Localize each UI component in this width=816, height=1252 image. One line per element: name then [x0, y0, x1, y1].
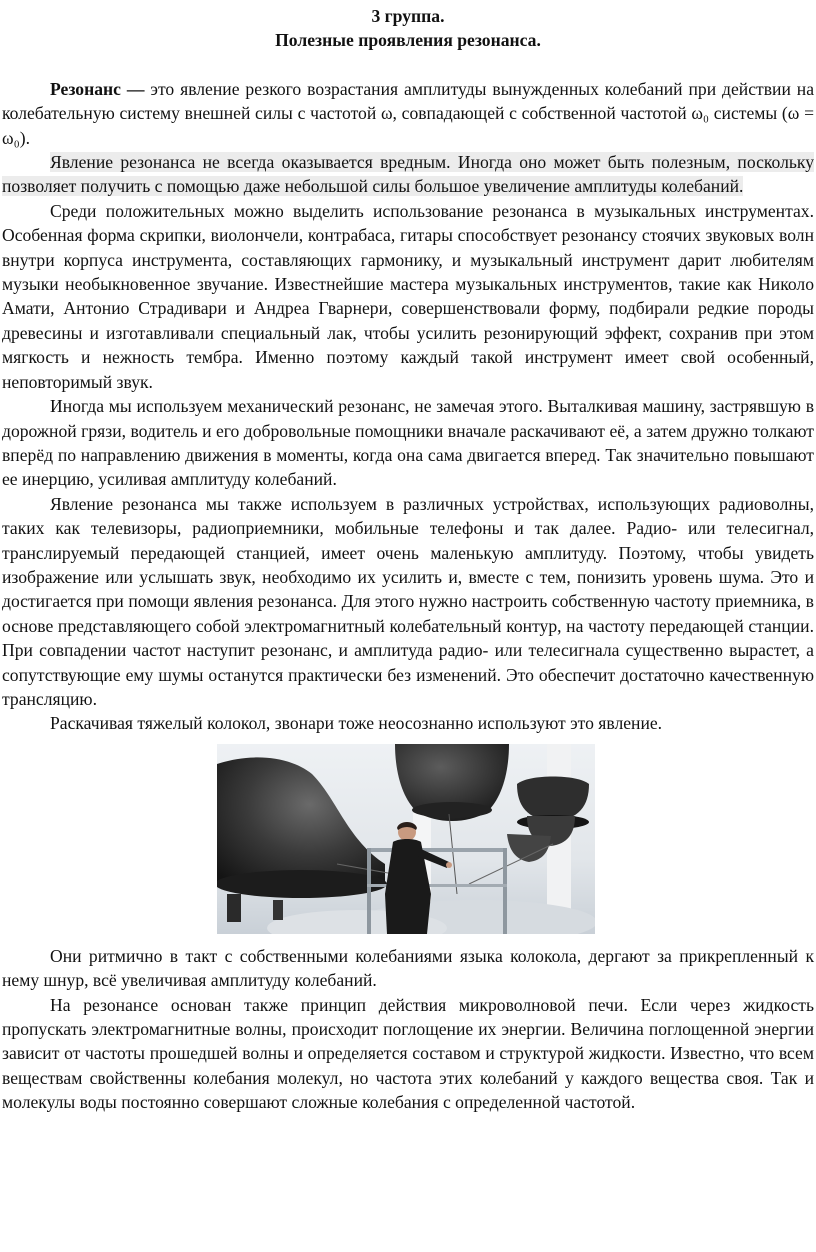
- definition-text: это явление резкого возрастания амплитуды вынужденных колебаний при действии на колебательную систему внешней силы с частотой ω, совпадающей с собственной частотой ω₀ системы (ω = ω₀).: [2, 78, 814, 148]
- highlighted-text: Явление резонанса не всегда оказывается вредным. Иногда оно может быть полезным, поскольку позволяет получить с помощью даже небольшой силы большое увеличение амплитуды колебаний.: [2, 152, 814, 197]
- bell-ringer-photo: [217, 744, 595, 934]
- spacer: [2, 53, 814, 77]
- paragraph-bells: Раскачивая тяжелый колокол, звонари тоже неосознанно используют это явление.: [50, 713, 663, 734]
- paragraph-musical-instruments: Среди положительных можно выделить использование резонанса в музыкальных инструментах. Особенная форма скрипки, виолончели, контрабаса, гитары способствует резонансу стоячих звуковых волн внутри корпуса инструмента, составляющих гармонику, и музыкальный инструмент дарит любителям музыки необыкновенное звучание. Известнейшие мастера музыкальных инструментов, такие как Николо Амати, Антонио Страдивари и Андреа Гварнери, совершенствовали форму, подбирали редкие породы древесины и изготавливали специальный лак, чтобы усилить резонирующий эффект, сохранив при этом мягкость и нежность тембра. Именно поэтому каждый такой инструмент имеет свой особенный, неповторимый звук.: [2, 200, 814, 392]
- page-title: Полезные проявления резонанса.: [275, 30, 541, 51]
- bell-tower-illustration: [217, 744, 595, 934]
- group-heading: 3 группа.: [371, 6, 445, 26]
- paragraph-definition: [2, 77, 814, 150]
- term-resonance: Резонанс —: [50, 78, 145, 99]
- paragraph-microwave: На резонансе основан также принцип действия микроволновой печи. Если через жидкость пропускать электромагнитные волны, происходит поглощение их энергии. Величина поглощенной энергии зависит от частоты прошедшей волны и определяется составом и структурой жидкости. Известно, что всем веществам свойственны колебания молекул, но частота этих колебаний у каждого вещества своя. Так и молекулы воды постоянно совершают сложные колебания с определенной частотой.: [2, 994, 814, 1113]
- paragraph-radio: Явление резонанса мы также используем в различных устройствах, использующих радиоволны, таких как телевизоры, радиоприемники, мобильные телефоны и так далее. Радио- или телесигнал, транслируемый передающей станцией, имеет очень маленькую амплитуду. Поэтому, чтобы увидеть изображение или услышать звук, необходимо их усилить и, вместе с тем, понизить уровень шума. Это и достигается при помощи явления резонанса. Для этого нужно настроить собственную частоту приемника, в основе представляющего собой электромагнитный колебательный контур, на частоту передающей станции. При совпадении частот наступит резонанс, и амплитуда радио- или телесигнала существенно вырастет, а сопутствующие ему шумы останутся практически без изменений. Это обеспечит достаточно качественную трансляцию.: [2, 493, 814, 709]
- paragraph-car-pushing: Иногда мы используем механический резонанс, не замечая этого. Выталкивая машину, застрявшую в дорожной грязи, водитель и его добровольные помощники вначале раскачивают её, а затем дружно толкают вперёд по направлению движения в моменты, когда она сама двигается вперед. Так значительно повышают ее инерцию, усиливая амплитуду колебаний.: [2, 396, 814, 490]
- paragraph-bell-rhythm: Они ритмично в такт с собственными колебаниями языка колокола, дергают за прикрепленный к нему шнур, всё увеличивая амплитуду колебаний.: [2, 945, 814, 991]
- paragraph-not-harmful: [2, 150, 814, 199]
